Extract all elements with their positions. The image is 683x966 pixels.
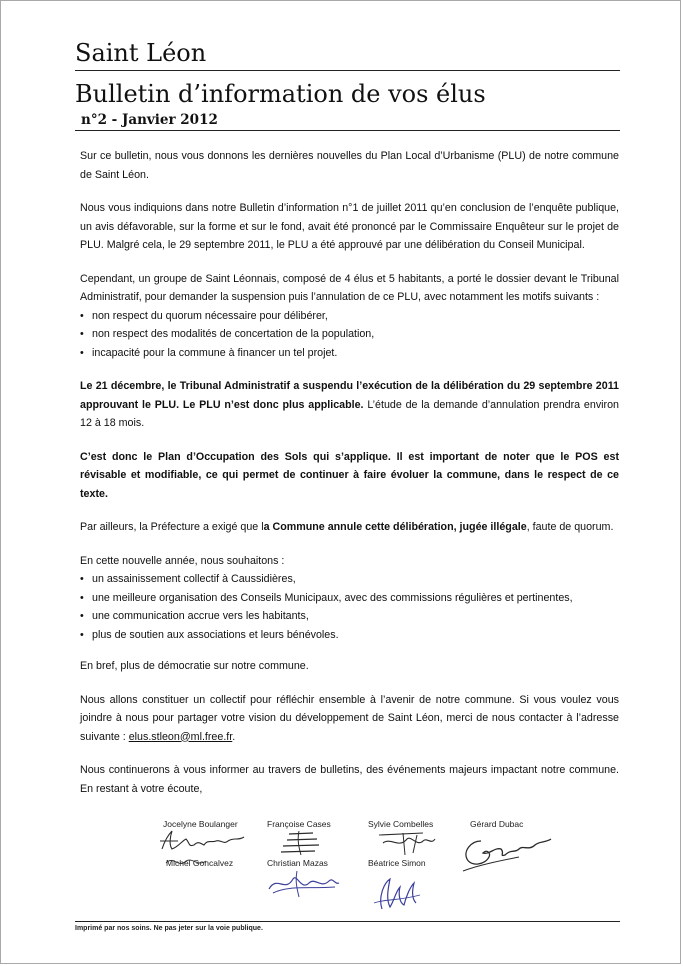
list-item: • une meilleure organisation des Conseils Municipaux, avec des commissions régulières et pertinentes, [80, 589, 619, 608]
paragraph-closing: Nous continuerons à vous informer au travers de bulletins, des événements majeurs impactant notre commune. En restant à votre écoute, [80, 764, 619, 795]
signature-goncalvez-icon [164, 853, 224, 871]
signatory-name: Jocelyne Boulanger [163, 819, 238, 829]
decision-rest: L’étude de la demande d’annulation prendra environ 12 à 18 mois. [80, 398, 619, 429]
signatory-name: Michel Goncalvez [166, 858, 234, 868]
list-item: • non respect du quorum nécessaire pour délibérer, [80, 307, 619, 326]
signatory-name: Gérard Dubac [470, 819, 524, 829]
header-rule-top [75, 70, 620, 71]
decision-bold: Le 21 décembre, le Tribunal Administratif a suspendu l’exécution de la délibération du 29 septembre 2011 approuvant le PLU. Le PLU n’est donc plus applicable. [80, 380, 619, 411]
paragraph-souhaits: En cette nouvelle année, nous souhaitons : [80, 554, 285, 567]
signature-mazas-icon [263, 867, 343, 899]
footer-note: Imprimé par nos soins. Ne pas jeter sur la voie publique. [75, 925, 263, 932]
signatory-name: Sylvie Combelles [368, 819, 434, 829]
pos-bold: C’est donc le Plan d’Occupation des Sols qui s’applique. Il est important de noter que le POS est révisable et modifiable, ce qui permet de continuer à faire évoluer la commune, dans le respect de ce texte. [80, 450, 619, 500]
collectif-text: Nous allons constituer un collectif pour réfléchir ensemble à l’avenir de notre commune. Si vous voulez vous joindre à nous pour partager votre vision du développement de Saint Léon, merci de nous contacter à l’adresse suivante : [80, 693, 619, 743]
wishes-list [80, 570, 619, 644]
footer-rule [75, 921, 620, 922]
paragraph-collectif [80, 691, 619, 747]
signature-dubac-icon [459, 827, 559, 875]
list-item: • non respect des modalités de concertation de la population, [80, 325, 619, 344]
paragraph-recours: Cependant, un groupe de Saint Léonnais, composé de 4 élus et 5 habitants, a porté le dossier devant le Tribunal Administratif, pour demander la suspension puis l’annulation de ce PLU, avec notamment les motifs suivants : [80, 272, 619, 303]
list-item: • incapacité pour la commune à financer un tel projet. [80, 344, 619, 363]
paragraph-enquete: Nous vous indiquions dans notre Bulletin d’information n°1 de juillet 2011 qu’en conclusion de l’enquête publique, un avis défavorable, sur la forme et sur le fond, avait été prononcé par le Commissaire Enquêteur sur le projet de PLU. Malgré cela, le 29 septembre 2011, le PLU a été approuvé par une délibération du Conseil Municipal. [80, 202, 619, 251]
signatory-name: Christian Mazas [267, 858, 328, 868]
header-rule-bottom [75, 130, 620, 131]
signatory-name: Françoise Cases [267, 819, 331, 829]
prefecture-bold: a Commune annule cette délibération, jugée illégale [263, 521, 527, 533]
town-name: Saint Léon [75, 39, 207, 67]
paragraph-intro: Sur ce bulletin, nous vous donnons les dernières nouvelles du Plan Local d’Urbanisme (PLU) de notre commune de Saint Léon. [80, 150, 619, 181]
bulletin-body [80, 147, 619, 813]
prefecture-b: , faute de quorum. [526, 521, 614, 533]
signature-combelles-icon [373, 827, 443, 857]
paragraph-prefecture [80, 518, 619, 537]
bulletin-title: Bulletin d’information de vos élus [75, 80, 486, 108]
signature-boulanger-icon [156, 827, 256, 855]
signature-cases-icon [269, 828, 339, 856]
prefecture-a: Par ailleurs, la Préfecture a exigé que l [80, 521, 264, 533]
list-item: • un assainissement collectif à Caussidières, [80, 570, 619, 589]
signatory-name: Béatrice Simon [368, 858, 426, 868]
issue-number: n°2 - Janvier 2012 [81, 112, 218, 128]
contact-email-link[interactable]: elus.stleon@ml.free.fr [128, 730, 233, 743]
paragraph-pos [80, 448, 619, 504]
list-item: • une communication accrue vers les habitants, [80, 607, 619, 626]
motifs-list [80, 307, 619, 363]
signature-simon-icon [368, 873, 428, 913]
paragraph-decision [80, 377, 619, 433]
paragraph-democratie: En bref, plus de démocratie sur notre commune. [80, 660, 309, 672]
collectif-end: . [232, 730, 236, 743]
list-item: • plus de soutien aux associations et leurs bénévoles. [80, 626, 619, 645]
